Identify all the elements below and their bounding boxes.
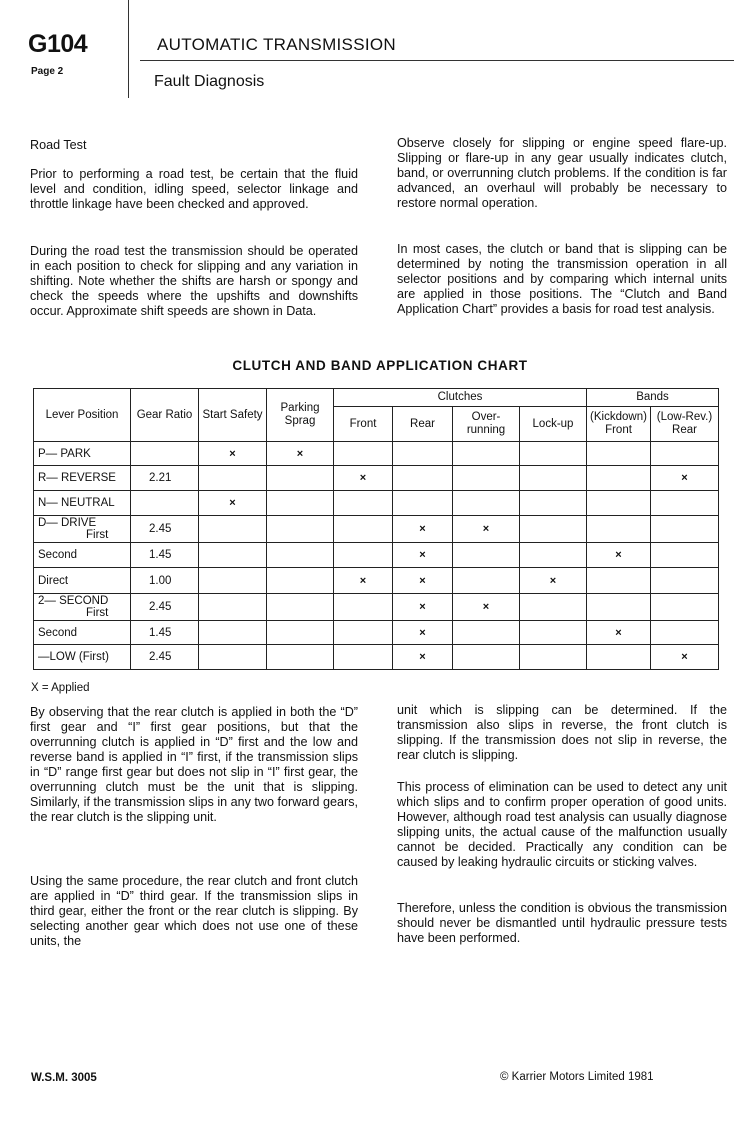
rear-clutch-cell — [393, 543, 453, 568]
manual-section-code: G104 — [28, 30, 88, 58]
rear-clutch-cell — [393, 645, 453, 670]
header-bands-group: Bands — [587, 389, 719, 407]
applied-mark: × — [419, 601, 426, 613]
lockup-clutch-cell — [520, 568, 587, 594]
body-paragraph-2: Using the same procedure, the rear clutch and front clutch are applied in “D” third gear. If the transmission slips in third gear, either the front or the rear clutch is slipping. By selecting another gear which does not use one of these units, the — [30, 874, 358, 948]
header-overrunning-clutch: Over- running — [453, 407, 520, 442]
lever-position-cell: Second — [34, 543, 131, 568]
applied-mark: × — [419, 523, 426, 535]
gear-ratio-cell: 2.45 — [131, 594, 199, 621]
gear-ratio-cell: 2.45 — [131, 516, 199, 543]
applied-mark: × — [681, 651, 688, 663]
gear-ratio-cell: 2.45 — [131, 645, 199, 670]
header-horizontal-rule — [140, 60, 734, 61]
gear-ratio-cell: 2.21 — [131, 466, 199, 491]
table-row — [34, 594, 719, 621]
road-test-paragraph-4: In most cases, the clutch or band that is slipping can be determined by noting the transmission operation in all selector positions and by comparing which internal units are applied in those positions. The “Clutch and Band Application Chart” provides a basis for road test analysis. — [397, 242, 727, 316]
overrunning-clutch-cell — [453, 594, 520, 621]
table-row — [34, 645, 719, 670]
parking-sprag-cell — [267, 442, 334, 466]
applied-mark: × — [482, 601, 490, 613]
rear-clutch-cell — [393, 516, 453, 543]
header-lockup-clutch: Lock-up — [520, 407, 587, 442]
applied-mark: × — [296, 447, 304, 460]
kickdown-band-cell — [587, 543, 651, 568]
body-paragraph-4: This process of elimination can be used to detect any unit which slips and to confirm proper operation of good units. However, although road test analysis can usually diagnose slipping units, the actual cause of the malfunction usually cannot be decided. Practically any condition can be caused by leaking hydraulic circuits or sticking valves. — [397, 780, 727, 869]
road-test-paragraph-2: During the road test the transmission should be operated in each position to check for slipping and any variation in shifting. Note whether the shifts are harsh or spongy and check the speeds where the upshifts and downshifts occur. Approximate shift speeds are shown in Data. — [30, 244, 358, 318]
lever-position-cell: Second — [34, 621, 131, 645]
table-row — [34, 621, 719, 645]
page-number: Page 2 — [31, 66, 64, 77]
table-row — [34, 491, 719, 516]
rear-clutch-cell — [393, 568, 453, 594]
applied-mark: × — [419, 626, 426, 639]
lever-position-cell: —LOW (First) — [34, 645, 131, 670]
header-parking-sprag: Parking Sprag — [267, 389, 334, 442]
header-kickdown-band: (Kickdown) Front — [587, 407, 651, 442]
applied-mark: × — [359, 472, 367, 484]
header-gear-ratio: Gear Ratio — [131, 389, 199, 442]
lever-position-cell: 2— SECOND First — [34, 594, 131, 621]
body-paragraph-1: By observing that the rear clutch is applied in both the “D” first gear and “I” first gear positions, but that the overrunning clutch is applied in “D” first and the low and reverse band is applied in “I” first, if the transmission slips in “D” range first gear but does not slip in “I” first gear, the overrunning clutch must be the unit that is slipping. Similarly, if the transmission slips in any two forward gears, the rear clutch is the slipping unit. — [30, 705, 359, 824]
applied-mark: × — [419, 549, 426, 561]
lever-position-cell: P— PARK — [34, 442, 131, 466]
gear-ratio-cell: 1.00 — [131, 568, 199, 594]
gear-ratio-cell — [131, 491, 199, 516]
header-rear-clutch: Rear — [393, 407, 453, 442]
copyright-notice: © Karrier Motors Limited 1981 — [500, 1071, 654, 1083]
road-test-heading: Road Test — [30, 138, 87, 152]
lever-position-cell: N— NEUTRAL — [34, 491, 131, 516]
chart-title: CLUTCH AND BAND APPLICATION CHART — [232, 358, 528, 373]
applied-mark: × — [359, 574, 367, 587]
applied-mark: × — [419, 651, 426, 663]
chart-legend: X = Applied — [31, 682, 90, 694]
gear-ratio-cell: 1.45 — [131, 543, 199, 568]
road-test-paragraph-3: Observe closely for slipping or engine speed flare-up. Slipping or flare-up in any gear usually indicates clutch, band, or overrunning clutch problems. If the condition is far advanced, an overhaul will probably be necessary to restore normal operation. — [397, 136, 727, 210]
body-paragraph-3: unit which is slipping can be determined. If the transmission also slips in reverse, the front clutch is slipping. If the transmission does not slip in reverse, the rear clutch is slipping. — [397, 703, 727, 762]
road-test-paragraph-1: Prior to performing a road test, be certain that the fluid level and condition, idling speed, selector linkage and throttle linkage have been checked and approved. — [30, 167, 358, 211]
lever-position-cell: D— DRIVE First — [34, 516, 131, 543]
start-safety-cell — [199, 491, 267, 516]
header-lever-position: Lever Position — [34, 389, 131, 442]
gear-ratio-cell: 1.45 — [131, 621, 199, 645]
header-front-clutch: Front — [334, 407, 393, 442]
applied-mark: × — [615, 549, 622, 561]
gear-ratio-cell — [131, 442, 199, 466]
table-row — [34, 543, 719, 568]
applied-mark: × — [419, 574, 426, 587]
page-subtitle: Fault Diagnosis — [154, 73, 265, 90]
front-clutch-cell — [334, 466, 393, 491]
table-row — [34, 516, 719, 543]
table-row — [34, 568, 719, 594]
low-rev-band-cell — [651, 466, 719, 491]
kickdown-band-cell — [587, 621, 651, 645]
lever-position-cell: R— REVERSE — [34, 466, 131, 491]
table-row — [34, 466, 719, 491]
applied-mark: × — [482, 523, 490, 535]
table-group-header-row — [34, 389, 719, 407]
overrunning-clutch-cell — [453, 516, 520, 543]
applied-mark: × — [229, 447, 236, 460]
rear-clutch-cell — [393, 621, 453, 645]
header-start-safety: Start Safety — [199, 389, 267, 442]
applied-mark: × — [549, 574, 557, 587]
start-safety-cell — [199, 442, 267, 466]
page-title: AUTOMATIC TRANSMISSION — [157, 35, 396, 54]
body-paragraph-5: Therefore, unless the condition is obvious the transmission should never be dismantled until hydraulic pressure tests have been performed. — [397, 901, 727, 945]
applied-mark: × — [229, 497, 236, 509]
clutch-band-application-table — [33, 388, 719, 670]
applied-mark: × — [615, 626, 622, 639]
table-row — [34, 442, 719, 466]
lever-position-cell: Direct — [34, 568, 131, 594]
manual-reference: W.S.M. 3005 — [31, 1072, 97, 1084]
rear-clutch-cell — [393, 594, 453, 621]
header-clutches-group: Clutches — [334, 389, 587, 407]
header-vertical-dash — [128, 62, 129, 98]
header-low-rev-band: (Low-Rev.) Rear — [651, 407, 719, 442]
low-rev-band-cell — [651, 645, 719, 670]
front-clutch-cell — [334, 568, 393, 594]
applied-mark: × — [681, 472, 688, 484]
